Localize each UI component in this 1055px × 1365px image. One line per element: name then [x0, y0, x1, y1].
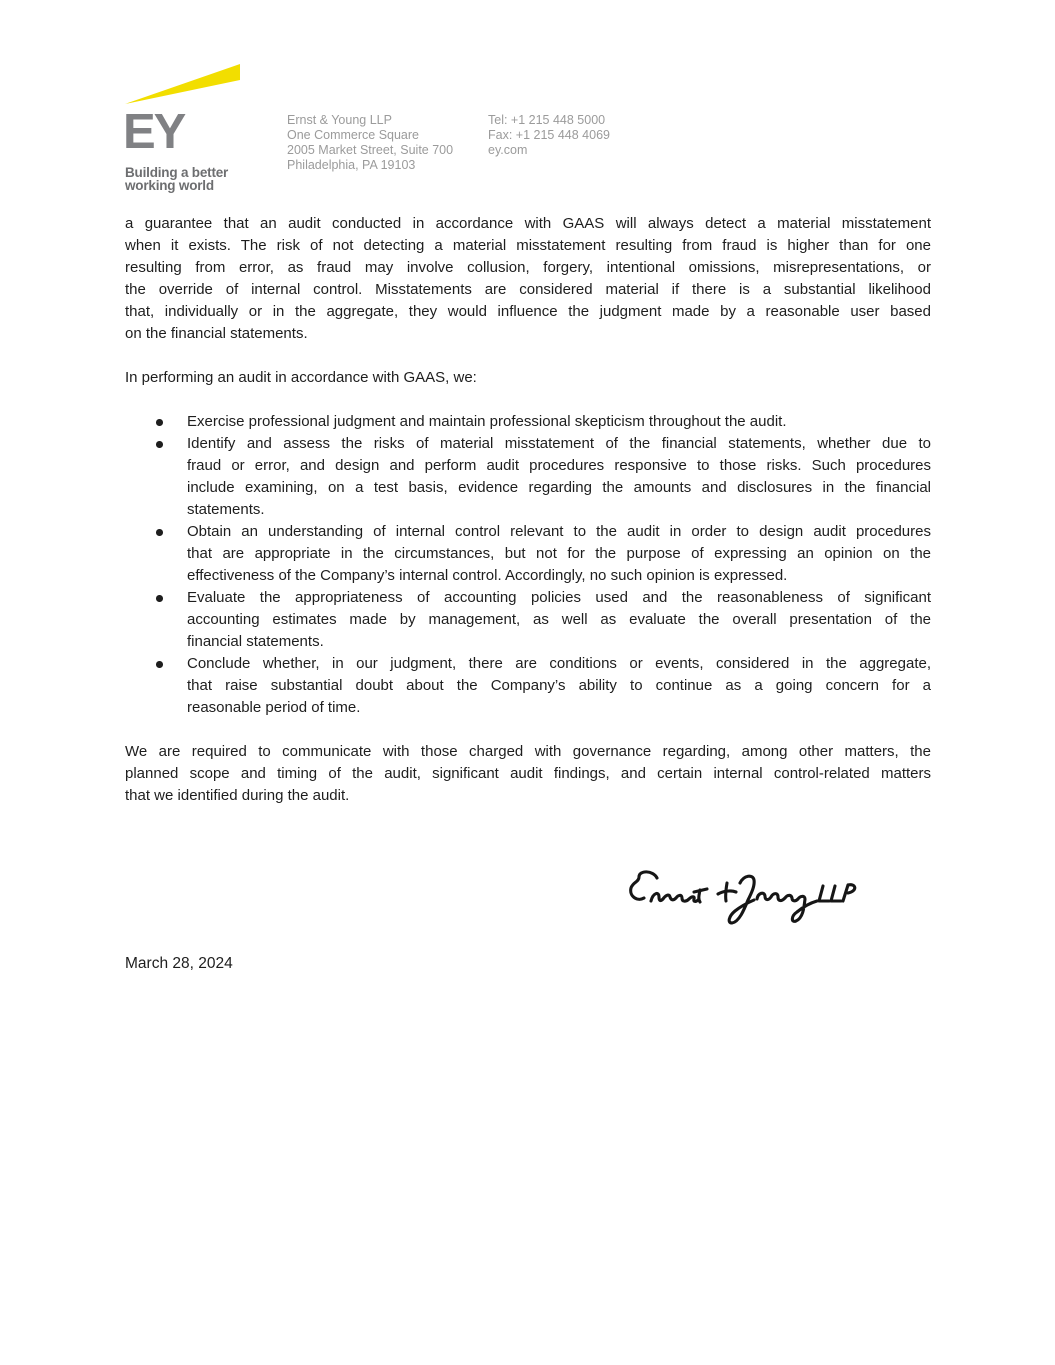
bullet-line: statements.: [187, 501, 265, 518]
bullet-item-obtain: [125, 521, 931, 587]
bullet-line: Conclude whether, in our judgment, there are conditions or events, considered in the aggregate,: [187, 655, 931, 672]
bullet-line: accounting estimates made by management, as well as evaluate the overall presentation of the: [187, 611, 931, 628]
firm-name: Ernst & Young LLP: [287, 113, 392, 127]
paragraph-line: We are required to communicate with those charged with governance regarding, among other matters, the: [125, 743, 931, 760]
signature-stroke: [729, 876, 754, 923]
beam-shape: [125, 64, 240, 104]
fax-line: Fax: +1 215 448 4069: [488, 128, 610, 142]
signature-script: [627, 866, 877, 932]
bullet-item-exercise: [125, 411, 931, 433]
paragraph-line: the override of internal control. Misstatements are considered material if there is a substantial likelihood: [125, 281, 931, 298]
signature-stroke: [831, 886, 841, 901]
body-paragraph-3: [125, 741, 931, 807]
bullet-item-evaluate: [125, 587, 931, 653]
bullet-marker-col: [125, 411, 187, 433]
bullet-dot-icon: [156, 595, 163, 602]
logo-tagline: [125, 167, 228, 192]
bullet-text: [187, 433, 931, 521]
bullet-line: Evaluate the appropriateness of accounting policies used and the reasonableness of significant: [187, 589, 931, 606]
bullet-text: [187, 653, 931, 719]
bullet-line: Exercise professional judgment and maintain professional skepticism throughout the audit.: [187, 413, 787, 430]
bullet-item-conclude: [125, 653, 931, 719]
bullet-line: effectiveness of the Company’s internal control. Accordingly, no such opinion is expressed.: [187, 567, 788, 584]
letter-date: March 28, 2024: [125, 955, 233, 972]
bullet-marker-col: [125, 653, 187, 719]
bullet-dot-icon: [156, 661, 163, 668]
bullet-marker-col: [125, 433, 187, 521]
firm-address-block: [287, 113, 453, 173]
bullet-line: Obtain an understanding of internal control relevant to the audit in order to design audit procedures: [187, 523, 931, 540]
bullet-line: include examining, on a test basis, evidence regarding the amounts and disclosures in the financial: [187, 479, 931, 496]
bullet-marker-col: [125, 521, 187, 587]
bullet-text: [187, 411, 931, 433]
signature-stroke: [694, 889, 707, 892]
bullet-list: [125, 411, 931, 719]
bullet-line: financial statements.: [187, 633, 324, 650]
paragraph-line: resulting from error, as fraud may involve collusion, forgery, intentional omissions, misrepresentations, or: [125, 259, 931, 276]
bullet-text: [187, 587, 931, 653]
ey-beam-icon: [125, 63, 240, 105]
paragraph-line: that, individually or in the aggregate, they would influence the judgment made by a reasonable user based: [125, 303, 931, 320]
signature-stroke: [757, 893, 817, 921]
paragraph-line: In performing an audit in accordance with GAAS, we:: [125, 369, 477, 386]
ey-wordmark: EY: [123, 105, 185, 159]
body-paragraph-2: [125, 367, 931, 389]
paragraph-line: on the financial statements.: [125, 325, 308, 342]
bullet-line: reasonable period of time.: [187, 699, 361, 716]
phone-line: Tel: +1 215 448 5000: [488, 113, 606, 127]
bullet-line: Identify and assess the risks of material misstatement of the financial statements, whether due to: [187, 435, 931, 452]
bullet-line: that raise substantial doubt about the Company’s ability to continue as a going concern for a: [187, 677, 931, 694]
bullet-dot-icon: [156, 441, 163, 448]
bullet-line: fraud or error, and design and perform audit procedures responsive to those risks. Such procedures: [187, 457, 931, 474]
firm-contact-block: [488, 113, 610, 158]
bullet-text: [187, 521, 931, 587]
body-paragraph-1: [125, 213, 931, 345]
bullet-dot-icon: [156, 529, 163, 536]
tagline-line-2: working world: [125, 177, 214, 193]
website-line: ey.com: [488, 143, 528, 157]
paragraph-line: planned scope and timing of the audit, significant audit findings, and certain internal control-related matters: [125, 765, 931, 782]
bullet-dot-icon: [156, 419, 163, 426]
signature-stroke: [843, 885, 855, 901]
signature-stroke: [819, 886, 829, 901]
bullet-line: that are appropriate in the circumstances, but not for the purpose of expressing an opinion on the: [187, 545, 931, 562]
letter-body: [125, 213, 931, 829]
signature-stroke: [651, 894, 698, 902]
bullet-item-identify: [125, 433, 931, 521]
address-line: One Commerce Square: [287, 128, 420, 142]
paragraph-line: a guarantee that an audit conducted in accordance with GAAS will always detect a material misstatement: [125, 215, 931, 232]
address-line: 2005 Market Street, Suite 700: [287, 143, 454, 157]
paragraph-line: that we identified during the audit.: [125, 787, 350, 804]
bullet-marker-col: [125, 587, 187, 653]
paragraph-line: when it exists. The risk of not detecting a material misstatement resulting from fraud is higher than for one: [125, 237, 931, 254]
tagline-line-1: Building a better: [125, 165, 229, 180]
address-line: Philadelphia, PA 19103: [287, 158, 416, 172]
